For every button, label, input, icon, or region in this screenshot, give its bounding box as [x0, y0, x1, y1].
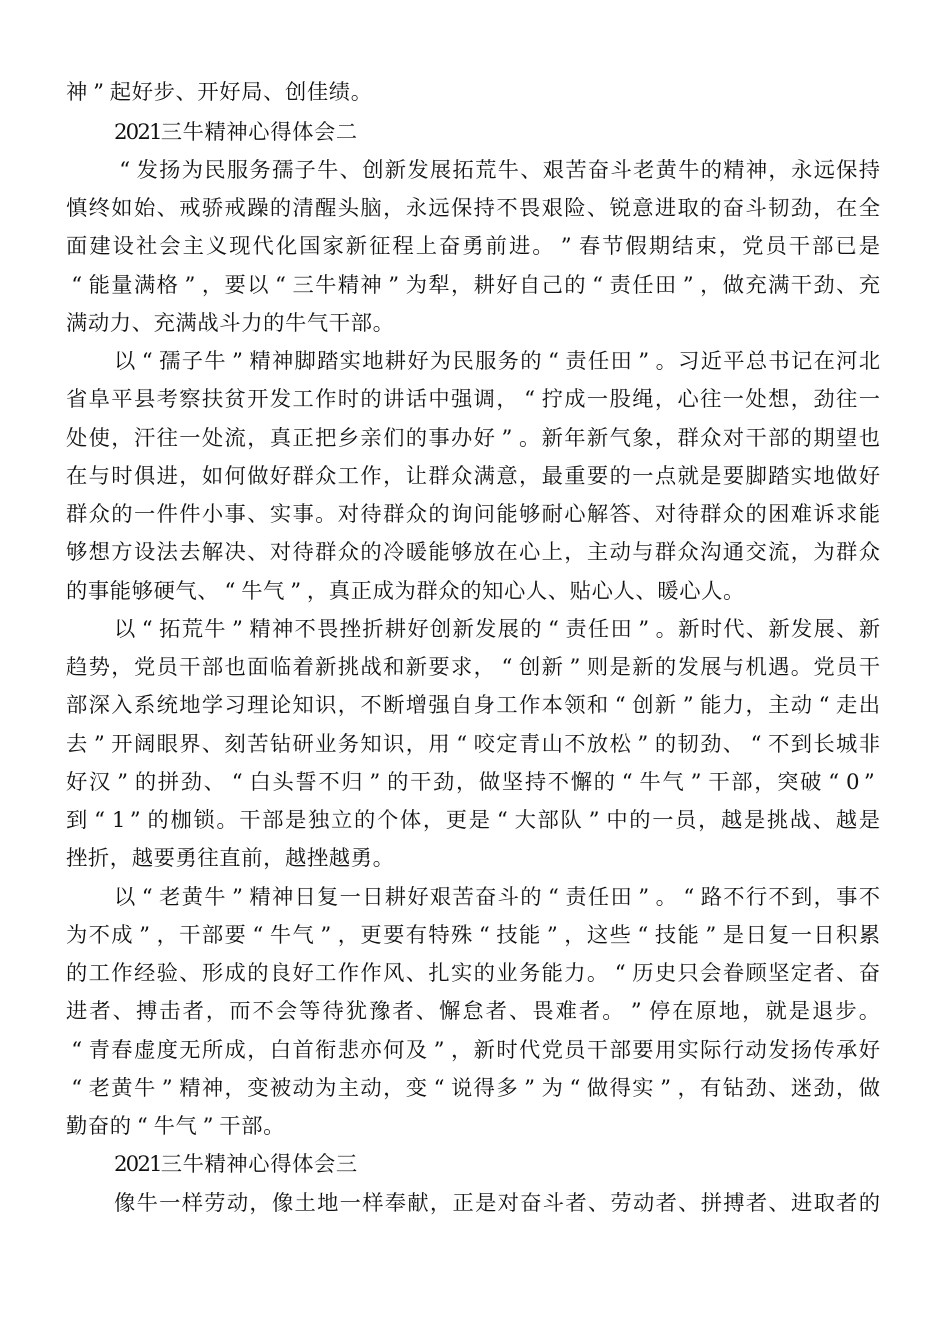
text-line	[0, 648, 950, 688]
text-line	[0, 610, 950, 650]
line-text: 去 ” 开 阔 眼 界 、 刻 苦 钻 研 业 务 知 识 ， 用 “ 咬 定 青 山 不 放 松 ” 的 韧 劲 、 “ 不 到 长 城 非	[66, 732, 880, 757]
section-heading	[0, 113, 950, 153]
text-line	[0, 801, 950, 841]
line-text: 挫 折 ， 越 要 勇 往 直 前 ， 越 挫 越 勇 。	[66, 846, 394, 871]
line-text: 群 众 的 一 件 件 小 事 、 实 事 。 对 待 群 众 的 询 问 能 够 耐 心 解 答 、 对 待 群 众 的 困 难 诉 求 能	[66, 502, 880, 527]
line-text: 部 深 入 系 统 地 学 习 理 论 知 识 ， 不 断 增 强 自 身 工 作 本 领 和 “ 创 新 ” 能 力 ， 主 动 “ 走 出	[66, 693, 880, 718]
line-text: “ 青 春 虚 度 无 所 成 ， 白 首 衔 悲 亦 何 及 ” ， 新 时 代 党 员 干 部 要 用 实 际 行 动 发 扬 传 承 好	[71, 1038, 880, 1063]
line-text: 2 0 2 1 三 牛 精 神 心 得 体 会 三	[114, 1152, 358, 1177]
line-text: 在 与 时 俱 进 ， 如 何 做 好 群 众 工 作 ， 让 群 众 满 意 ， 最 重 要 的 一 点 就 是 要 脚 踏 实 地 做 好	[66, 464, 880, 489]
text-line	[0, 380, 950, 420]
text-line	[0, 533, 950, 573]
text-line	[0, 227, 950, 267]
text-line	[0, 304, 950, 344]
text-line	[0, 419, 950, 459]
text-line	[0, 954, 950, 994]
text-line	[0, 457, 950, 497]
line-text: 满 动 力 、 充 满 战 斗 力 的 牛 气 干 部 。	[66, 311, 394, 336]
section-heading	[0, 1145, 950, 1185]
line-text: 到 “ 1 ” 的 枷 锁 。 干 部 是 独 立 的 个 体 ， 更 是 “ 大 部 队 ” 中 的 一 员 ， 越 是 挑 战 、 越 是	[66, 808, 880, 833]
line-text: 处 使 ， 汗 往 一 处 流 ， 真 正 把 乡 亲 们 的 事 办 好 ” 。 新 年 新 气 象 ， 群 众 对 干 部 的 期 望 也	[66, 426, 880, 451]
line-text: 像 牛 一 样 劳 动 ， 像 土 地 一 样 奉 献 ， 正 是 对 奋 斗 者 、 劳 动 者 、 拼 搏 者 、 进 取 者 的	[114, 1191, 880, 1216]
text-line	[0, 992, 950, 1032]
line-text: 神 ” 起 好 步 、 开 好 局 、 创 佳 绩 。	[66, 80, 372, 105]
text-line	[0, 878, 950, 918]
line-text: 够 想 方 设 法 去 解 决 、 对 待 群 众 的 冷 暖 能 够 放 在 心 上 ， 主 动 与 群 众 沟 通 交 流 ， 为 群 众	[66, 540, 880, 565]
text-line	[0, 763, 950, 803]
text-line	[0, 686, 950, 726]
line-text: 勤 奋 的 “ 牛 气 ” 干 部 。	[66, 1114, 285, 1139]
line-text: 以 “ 拓 荒 牛 ” 精 神 不 畏 挫 折 耕 好 创 新 发 展 的 “ 责 任 田 ” 。 新 时 代 、 新 发 展 、 新	[114, 617, 880, 642]
line-text: 慎 终 如 始 、 戒 骄 戒 躁 的 清 醒 头 脑 ， 永 远 保 持 不 畏 艰 险 、 锐 意 进 取 的 奋 斗 韧 劲 ， 在 全	[66, 196, 880, 221]
line-text: 好 汉 ” 的 拼 劲 、 “ 白 头 誓 不 归 ” 的 干 劲 ， 做 坚 持 不 懈 的 “ 牛 气 ” 干 部 ， 突 破 “ 0 ”	[66, 770, 875, 795]
text-line	[0, 73, 950, 113]
line-text: 的 工 作 经 验 、 形 成 的 良 好 工 作 作 风 、 扎 实 的 业 务 能 力 。 “ 历 史 只 会 眷 顾 坚 定 者 、 奋	[66, 961, 880, 986]
text-line	[0, 839, 950, 879]
text-line	[0, 151, 950, 191]
text-line	[0, 1107, 950, 1147]
line-text: 进 者 、 搏 击 者 ， 而 不 会 等 待 犹 豫 者 、 懈 怠 者 、 畏 难 者 。 ” 停 在 原 地 ， 就 是 退 步 。	[66, 999, 880, 1024]
line-text: 面 建 设 社 会 主 义 现 代 化 国 家 新 征 程 上 奋 勇 前 进 。 ” 春 节 假 期 结 束 ， 党 员 干 部 已 是	[66, 234, 880, 259]
line-text: 趋 势 ， 党 员 干 部 也 面 临 着 新 挑 战 和 新 要 求 ， “ 创 新 ” 则 是 新 的 发 展 与 机 遇 。 党 员 干	[66, 655, 880, 680]
line-text: 的 事 能 够 硬 气 、 “ 牛 气 ” ， 真 正 成 为 群 众 的 知 心 人 、 贴 心 人 、 暖 心 人 。	[66, 579, 745, 604]
text-line	[0, 342, 950, 382]
text-line	[0, 1069, 950, 1109]
text-line	[0, 725, 950, 765]
text-line	[0, 572, 950, 612]
line-text: 以 “ 老 黄 牛 ” 精 神 日 复 一 日 耕 好 艰 苦 奋 斗 的 “ 责 任 田 ” 。 “ 路 不 行 不 到 ， 事 不	[114, 885, 880, 910]
text-line	[0, 266, 950, 306]
text-line	[0, 1184, 950, 1224]
line-text: 2 0 2 1 三 牛 精 神 心 得 体 会 二	[114, 120, 358, 145]
line-text: “ 老 黄 牛 ” 精 神 ， 变 被 动 为 主 动 ， 变 “ 说 得 多 ” 为 “ 做 得 实 ” ， 有 钻 劲 、 迷 劲 ， 做	[71, 1076, 880, 1101]
line-text: 省 阜 平 县 考 察 扶 贫 开 发 工 作 时 的 讲 话 中 强 调 ， “ 拧 成 一 股 绳 ， 心 往 一 处 想 ， 劲 往 一	[66, 387, 880, 412]
text-line	[0, 495, 950, 535]
line-text: “ 发 扬 为 民 服 务 孺 子 牛 、 创 新 发 展 拓 荒 牛 、 艰 苦 奋 斗 老 黄 牛 的 精 神 ， 永 远 保 持	[119, 158, 880, 183]
line-text: “ 能 量 满 格 ” ， 要 以 “ 三 牛 精 神 ” 为 犁 ， 耕 好 自 己 的 “ 责 任 田 ” ， 做 充 满 干 劲 、 充	[71, 273, 880, 298]
text-line	[0, 916, 950, 956]
text-line	[0, 1031, 950, 1071]
line-text: 为 不 成 ” ， 干 部 要 “ 牛 气 ” ， 更 要 有 特 殊 “ 技 能 ” ， 这 些 “ 技 能 ” 是 日 复 一 日 积 累	[66, 923, 880, 948]
text-line	[0, 189, 950, 229]
line-text: 以 “ 孺 子 牛 ” 精 神 脚 踏 实 地 耕 好 为 民 服 务 的 “ 责 任 田 ” 。 习 近 平 总 书 记 在 河 北	[114, 349, 880, 374]
